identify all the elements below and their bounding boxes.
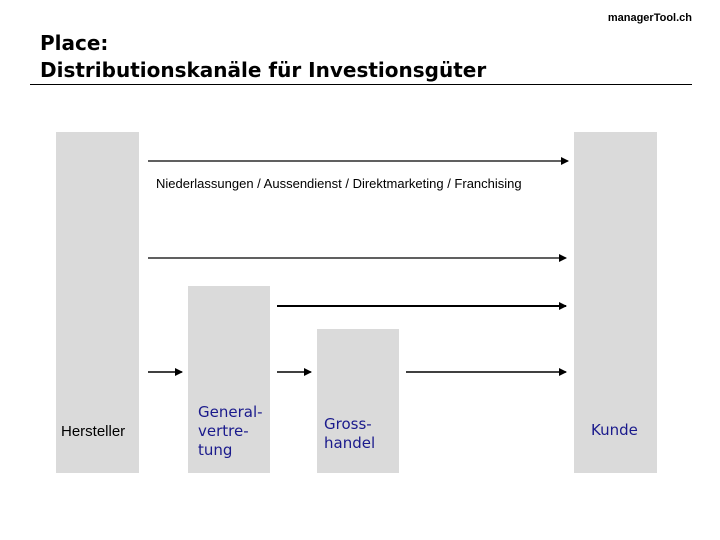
- kunde-label: Kunde: [591, 421, 638, 439]
- hersteller-label: Hersteller: [61, 423, 126, 440]
- title-line-2: Distributionskanäle für Investionsgüter: [40, 58, 487, 82]
- generalvertretung-line-3: tung: [198, 441, 233, 459]
- grosshandel-line-1: Gross-: [324, 415, 372, 433]
- brand-name: managerTool.ch: [607, 12, 692, 24]
- generalvertretung-line-1: General-: [198, 403, 263, 421]
- grosshandel-line-2: handel: [324, 434, 376, 452]
- title-line-1: Place:: [40, 31, 109, 55]
- direct-channel-label: Niederlassungen / Aussendienst / Direktmarketing / Franchising: [156, 176, 522, 191]
- generalvertretung-line-2: vertre-: [198, 422, 249, 440]
